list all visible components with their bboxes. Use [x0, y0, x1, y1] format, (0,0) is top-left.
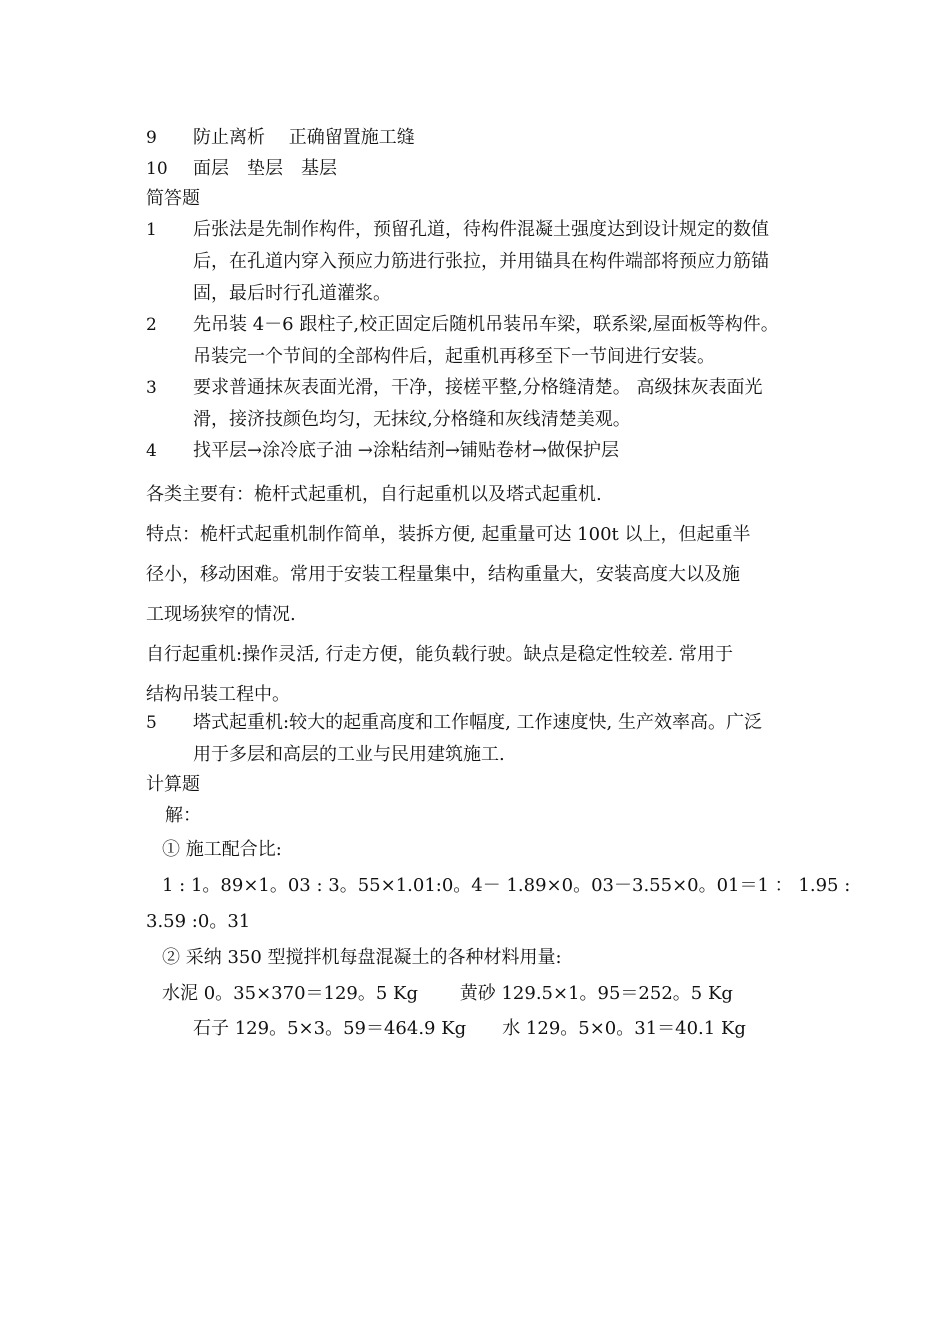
- answer-line: 后张法是先制作构件，预留孔道，待构件混凝土强度达到设计规定的数值: [193, 219, 769, 240]
- answer-line: 后，在孔道内穿入预应力筋进行张拉，并用锚具在构件端部将预应力筋锚: [193, 251, 769, 272]
- item-number: 3: [146, 378, 157, 398]
- answer-line: 先吊装 4－6 跟柱子,校正固定后随机吊装吊车梁，联系梁,屋面板等构件。: [193, 314, 779, 335]
- answer-line: 塔式起重机:较大的起重高度和工作幅度, 工作速度快, 生产效率高。广泛: [193, 712, 762, 733]
- step-title: ② 采纳 350 型搅拌机每盘混凝土的各种材料用量:: [162, 947, 562, 968]
- answer-text: 防止离析 正确留置施工缝: [193, 127, 415, 148]
- calc-line: 石子 129。5×3。59＝464.9 Kg 水 129。5×0。31＝40.1 Kg: [193, 1018, 746, 1039]
- item-number: 10: [146, 159, 168, 179]
- paragraph-features-line: 工现场狭窄的情况.: [146, 604, 296, 625]
- calc-line: 1 : 1。89×1。03 : 3。55×1.01:0。4－ 1.89×0。03－3.55×0。01＝1 ： 1.95 :: [162, 875, 851, 896]
- answer-line: 要求普通抹灰表面光滑，干净，接槎平整,分格缝清楚。 高级抹灰表面光: [193, 377, 763, 398]
- calc-line: 3.59 :0。31: [146, 911, 251, 932]
- item-number: 2: [146, 315, 157, 335]
- paragraph-self-propelled-line: 结构吊装工程中。: [146, 684, 290, 705]
- item-number: 9: [146, 128, 157, 148]
- answer-line: 找平层→涂冷底子油 →涂粘结剂→铺贴卷材→做保护层: [193, 440, 620, 461]
- paragraph-features-line: 径小，移动困难。常用于安装工程量集中，结构重量大，安装高度大以及施: [146, 564, 740, 585]
- item-number: 5: [146, 713, 157, 733]
- answer-line: 吊装完一个节间的全部构件后，起重机再移至下一节间进行安装。: [193, 346, 715, 367]
- paragraph-features-line: 特点：桅杆式起重机制作简单，装拆方便, 起重量可达 100t 以上，但起重半: [146, 524, 751, 545]
- section-heading-calculation: 计算题: [146, 774, 200, 795]
- item-number: 4: [146, 441, 157, 461]
- step-title: ① 施工配合比:: [162, 839, 282, 860]
- paragraph-self-propelled-line: 自行起重机:操作灵活, 行走方便，能负载行驶。缺点是稳定性较差. 常用于: [146, 644, 733, 665]
- calc-line: 水泥 0。35×370＝129。5 Kg 黄砂 129.5×1。95＝252。5 Kg: [162, 983, 733, 1004]
- answer-line: 滑，接济技颜色均匀，无抹纹,分格缝和灰线清楚美观。: [193, 409, 631, 430]
- answer-line: 用于多层和高层的工业与民用建筑施工.: [193, 744, 505, 765]
- answer-text: 面层 垫层 基层: [193, 158, 337, 179]
- answer-line: 固，最后时行孔道灌浆。: [193, 283, 391, 304]
- item-number: 1: [146, 220, 157, 240]
- paragraph-crane-types: 各类主要有：桅杆式起重机，自行起重机以及塔式起重机.: [146, 484, 602, 505]
- solve-label: 解：: [165, 805, 201, 826]
- section-heading-short-answer: 简答题: [146, 188, 200, 209]
